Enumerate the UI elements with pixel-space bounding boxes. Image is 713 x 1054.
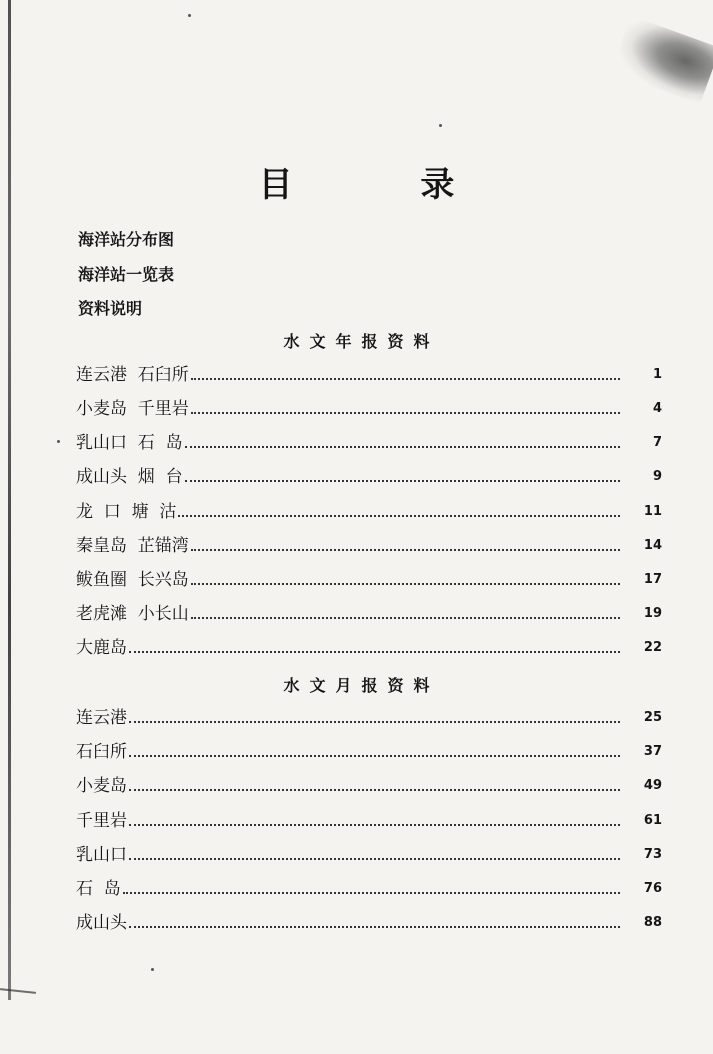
toc-leader-dots [129, 824, 620, 826]
toc-entry-title: 乳山口 [76, 845, 127, 865]
front-matter-data-notes: 资料说明 [78, 299, 143, 318]
toc-leader-dots [191, 583, 620, 585]
toc-entry-title: 鲅鱼圈 长兴岛 [76, 570, 189, 590]
toc-leader-dots [129, 755, 620, 757]
toc-leader-dots [178, 515, 620, 517]
toc-entry-title: 大鹿岛 [76, 638, 127, 658]
toc-leader-dots [123, 892, 620, 894]
toc-page-number: 61 [643, 813, 662, 828]
toc-leader-dots [129, 858, 620, 860]
toc-entry[interactable] [76, 808, 662, 832]
scan-speck [151, 968, 154, 971]
toc-leader-dots [191, 412, 620, 414]
toc-entry-title: 成山头 烟 台 [76, 467, 183, 487]
toc-entry-title: 石臼所 [76, 742, 127, 762]
toc-entry-title: 成山头 [76, 913, 127, 933]
toc-page-number: 1 [652, 367, 662, 382]
toc-page-number: 37 [643, 744, 662, 759]
page-title: 目 录 [258, 165, 513, 205]
toc-page-number: 19 [643, 606, 662, 621]
toc-page-number: 88 [643, 915, 662, 930]
toc-leader-dots [191, 378, 620, 380]
toc-leader-dots [129, 926, 620, 928]
toc-entry[interactable] [76, 910, 662, 934]
section-heading-annual: 水文年报资料 [283, 332, 440, 351]
toc-leader-dots [129, 651, 620, 653]
toc-entry[interactable] [76, 430, 662, 454]
toc-page-number: 7 [652, 435, 662, 450]
toc-entry-title: 老虎滩 小长山 [76, 604, 189, 624]
toc-entry[interactable] [76, 601, 662, 625]
toc-entry-title: 石 岛 [76, 879, 121, 899]
toc-entry[interactable] [76, 567, 662, 591]
toc-page-number: 11 [643, 504, 662, 519]
toc-entry[interactable] [76, 773, 662, 797]
section-heading-monthly: 水文月报资料 [283, 676, 440, 695]
toc-entry[interactable] [76, 464, 662, 488]
toc-entry-title: 连云港 [76, 708, 127, 728]
toc-entry-title: 小麦岛 [76, 776, 127, 796]
toc-page-number: 17 [643, 572, 662, 587]
scan-speck [188, 14, 191, 17]
toc-entry-title: 小麦岛 千里岩 [76, 399, 189, 419]
scan-speck [57, 440, 60, 443]
toc-leader-dots [129, 789, 620, 791]
toc-leader-dots [191, 549, 620, 551]
edge-mark [0, 988, 36, 994]
toc-page-number: 76 [643, 881, 662, 896]
front-matter-station-list: 海洋站一览表 [78, 265, 175, 284]
toc-entry[interactable] [76, 362, 662, 386]
toc-page-number: 14 [643, 538, 662, 553]
front-matter-distribution-map: 海洋站分布图 [78, 230, 175, 249]
toc-entry-title: 连云港 石臼所 [76, 365, 189, 385]
toc-page-number: 49 [643, 778, 662, 793]
toc-entry[interactable] [76, 635, 662, 659]
toc-leader-dots [129, 721, 620, 723]
toc-leader-dots [185, 446, 620, 448]
toc-leader-dots [185, 480, 620, 482]
toc-entry-title: 乳山口 石 岛 [76, 433, 183, 453]
toc-page-number: 22 [643, 640, 662, 655]
toc-entry[interactable] [76, 533, 662, 557]
toc-entry[interactable] [76, 705, 662, 729]
toc-page-number: 9 [652, 469, 662, 484]
toc-entry[interactable] [76, 499, 662, 523]
toc-entry-title: 秦皇岛 芷锚湾 [76, 536, 189, 556]
page-binding-edge [8, 0, 11, 1000]
toc-entry[interactable] [76, 396, 662, 420]
toc-page-number: 73 [643, 847, 662, 862]
toc-entry[interactable] [76, 842, 662, 866]
toc-page-number: 25 [643, 710, 662, 725]
toc-entry[interactable] [76, 739, 662, 763]
toc-page-number: 4 [652, 401, 662, 416]
toc-entry-title: 千里岩 [76, 811, 127, 831]
toc-entry[interactable] [76, 876, 662, 900]
scan-speck [439, 124, 442, 127]
scan-smudge [611, 16, 713, 105]
toc-entry-title: 龙 口 塘 沽 [76, 502, 177, 522]
toc-leader-dots [191, 617, 620, 619]
